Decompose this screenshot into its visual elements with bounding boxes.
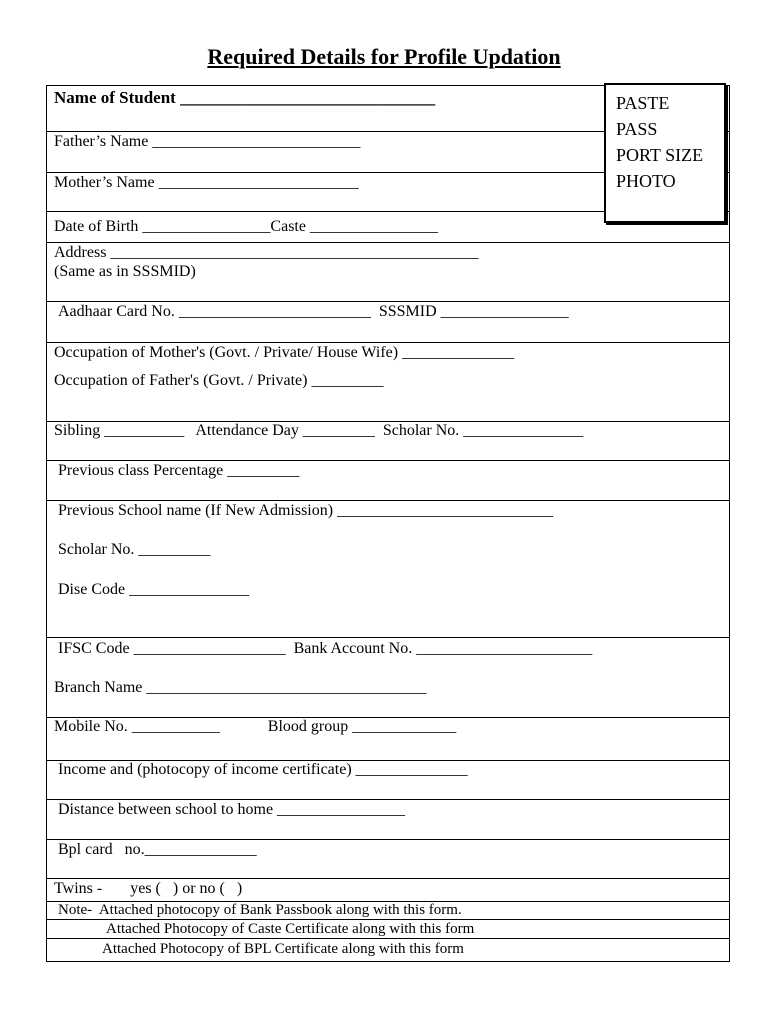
twins-field[interactable]: Twins - yes ( ) or no ( ) (54, 880, 243, 897)
mothers-name-field[interactable]: Mother’s Name _________________________ (54, 174, 359, 191)
row-divider (47, 342, 729, 343)
fathers-name-field[interactable]: Father’s Name __________________________ (54, 133, 361, 150)
address-note: (Same as in SSSMID) (54, 263, 196, 280)
row-divider (47, 799, 729, 800)
previous-class-field[interactable]: Previous class Percentage _________ (58, 462, 300, 479)
aadhaar-sssmid-field[interactable]: Aadhaar Card No. ________________________ SSSMID ________________ (58, 303, 569, 320)
occupation-mother-field[interactable]: Occupation of Mother's (Govt. / Private/ House Wife) ______________ (54, 344, 515, 361)
distance-field[interactable]: Distance between school to home ________________ (58, 801, 406, 818)
row-divider (47, 301, 729, 302)
scholar-no-field[interactable]: Scholar No. _________ (58, 541, 211, 558)
row-divider (47, 839, 729, 840)
row-divider (47, 242, 729, 243)
previous-school-field[interactable]: Previous School name (If New Admission) ___________________________ (58, 502, 554, 519)
ifsc-bank-field[interactable]: IFSC Code ___________________ Bank Account No. ______________________ (58, 640, 593, 657)
note-line-3: Attached Photocopy of BPL Certificate along with this form (102, 941, 464, 957)
occupation-father-field[interactable]: Occupation of Father's (Govt. / Private) _________ (54, 372, 384, 389)
mobile-blood-field[interactable]: Mobile No. ___________ Blood group _____________ (54, 718, 457, 735)
row-divider (47, 500, 729, 501)
photo-box-line: PASS (616, 119, 658, 139)
address-field[interactable]: Address ______________________________________________ (54, 244, 479, 261)
note-line-2: Attached Photocopy of Caste Certificate along with this form (106, 921, 475, 937)
sibling-attendance-scholar-field[interactable]: Sibling __________ Attendance Day _________ Scholar No. _______________ (54, 422, 584, 439)
row-divider (47, 637, 729, 638)
branch-name-field[interactable]: Branch Name ___________________________________ (54, 679, 427, 696)
page-title: Required Details for Profile Updation (207, 44, 561, 69)
note-line-1: Note- Attached photocopy of Bank Passbook along with this form. (58, 902, 462, 918)
row-divider (47, 878, 729, 879)
name-of-student-field[interactable]: Name of Student ______________________________ (54, 88, 436, 107)
dob-caste-field[interactable]: Date of Birth ________________Caste ________________ (54, 218, 438, 235)
row-divider (47, 938, 729, 939)
photo-box (604, 83, 726, 223)
row-divider (47, 460, 729, 461)
income-field[interactable]: Income and (photocopy of income certificate) ______________ (58, 761, 468, 778)
photo-box-line: PORT SIZE (616, 145, 704, 165)
dise-code-field[interactable]: Dise Code _______________ (58, 581, 250, 598)
bpl-card-field[interactable]: Bpl card no.______________ (58, 841, 257, 858)
photo-box-line: PHOTO (616, 171, 676, 191)
photo-box-line: PASTE (616, 93, 670, 113)
